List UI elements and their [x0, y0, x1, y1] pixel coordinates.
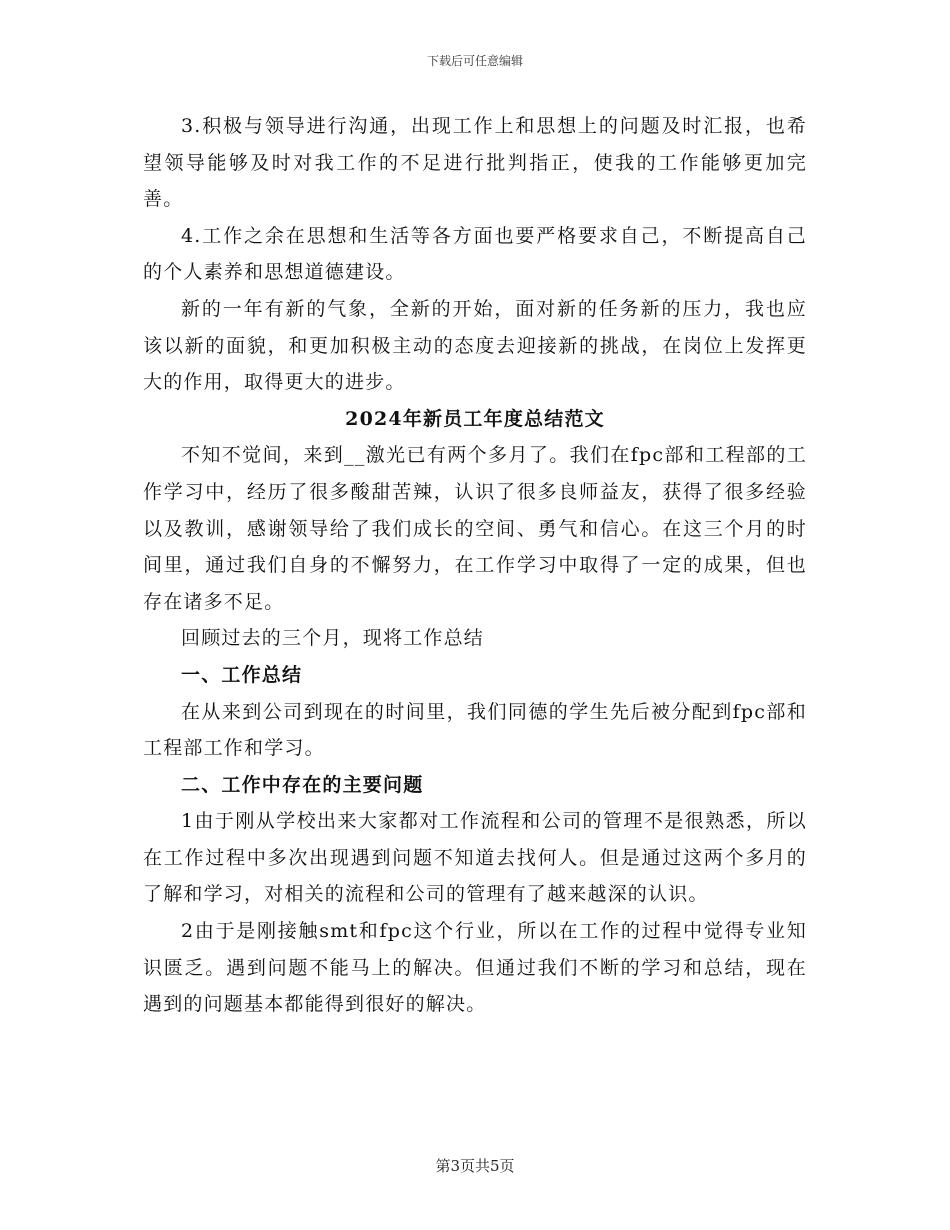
paragraph-assignment: 在从来到公司到现在的时间里，我们同德的学生先后被分配到fpc部和工程部工作和学习。: [143, 700, 807, 760]
page-header: 下载后可任意编辑: [426, 54, 523, 68]
paragraph-item-3: 3.积极与领导进行沟通，出现工作上和思想上的问题及时汇报，也希望领导能够及时对我工作的不足进行批判指正，使我的工作能够更加完善。: [143, 115, 807, 211]
paragraph-item-4: 4.工作之余在思想和生活等各方面也要严格要求自己，不断提高自己的个人素养和思想道德建设。: [143, 224, 807, 284]
heading-main-problems: 二、工作中存在的主要问题: [181, 773, 424, 796]
page-footer: 第3页共5页: [435, 1157, 515, 1175]
paragraph-problem-2: 2由于是刚接触smt和fpc这个行业，所以在工作的过程中觉得专业知识匮乏。遇到问题不能马上的解决。但通过我们不断的学习和总结，现在遇到的问题基本都能得到很好的解决。: [143, 920, 807, 1016]
paragraph-problem-1: 1由于刚从学校出来大家都对工作流程和公司的管理不是很熟悉，所以在工作过程中多次出现遇到问题不知道去找何人。但是通过这两个多月的了解和学习，对相关的流程和公司的管理有了越来越深的认识。: [143, 810, 807, 906]
paragraph-new-year: 新的一年有新的气象，全新的开始，面对新的任务新的压力，我也应该以新的面貌，和更加积极主动的态度去迎接新的挑战，在岗位上发挥更大的作用，取得更大的进步。: [143, 297, 807, 394]
paragraph-intro: 不知不觉间，来到__激光已有两个多月了。我们在fpc部和工程部的工作学习中，经历了很多酸甜苦辣，认识了很多良师益友，获得了很多经验以及教训，感谢领导给了我们成长的空间、勇气和信心。在这三个月的时间里，通过我们自身的不懈努力，在工作学习中取得了一定的成果，但也存在诸多不足。: [143, 444, 807, 613]
document-body: [143, 108, 807, 1023]
paragraph-review: 回顾过去的三个月，现将工作总结: [181, 627, 485, 650]
section-title: 2024年新员工年度总结范文: [345, 407, 605, 430]
heading-work-summary: 一、工作总结: [181, 663, 303, 686]
